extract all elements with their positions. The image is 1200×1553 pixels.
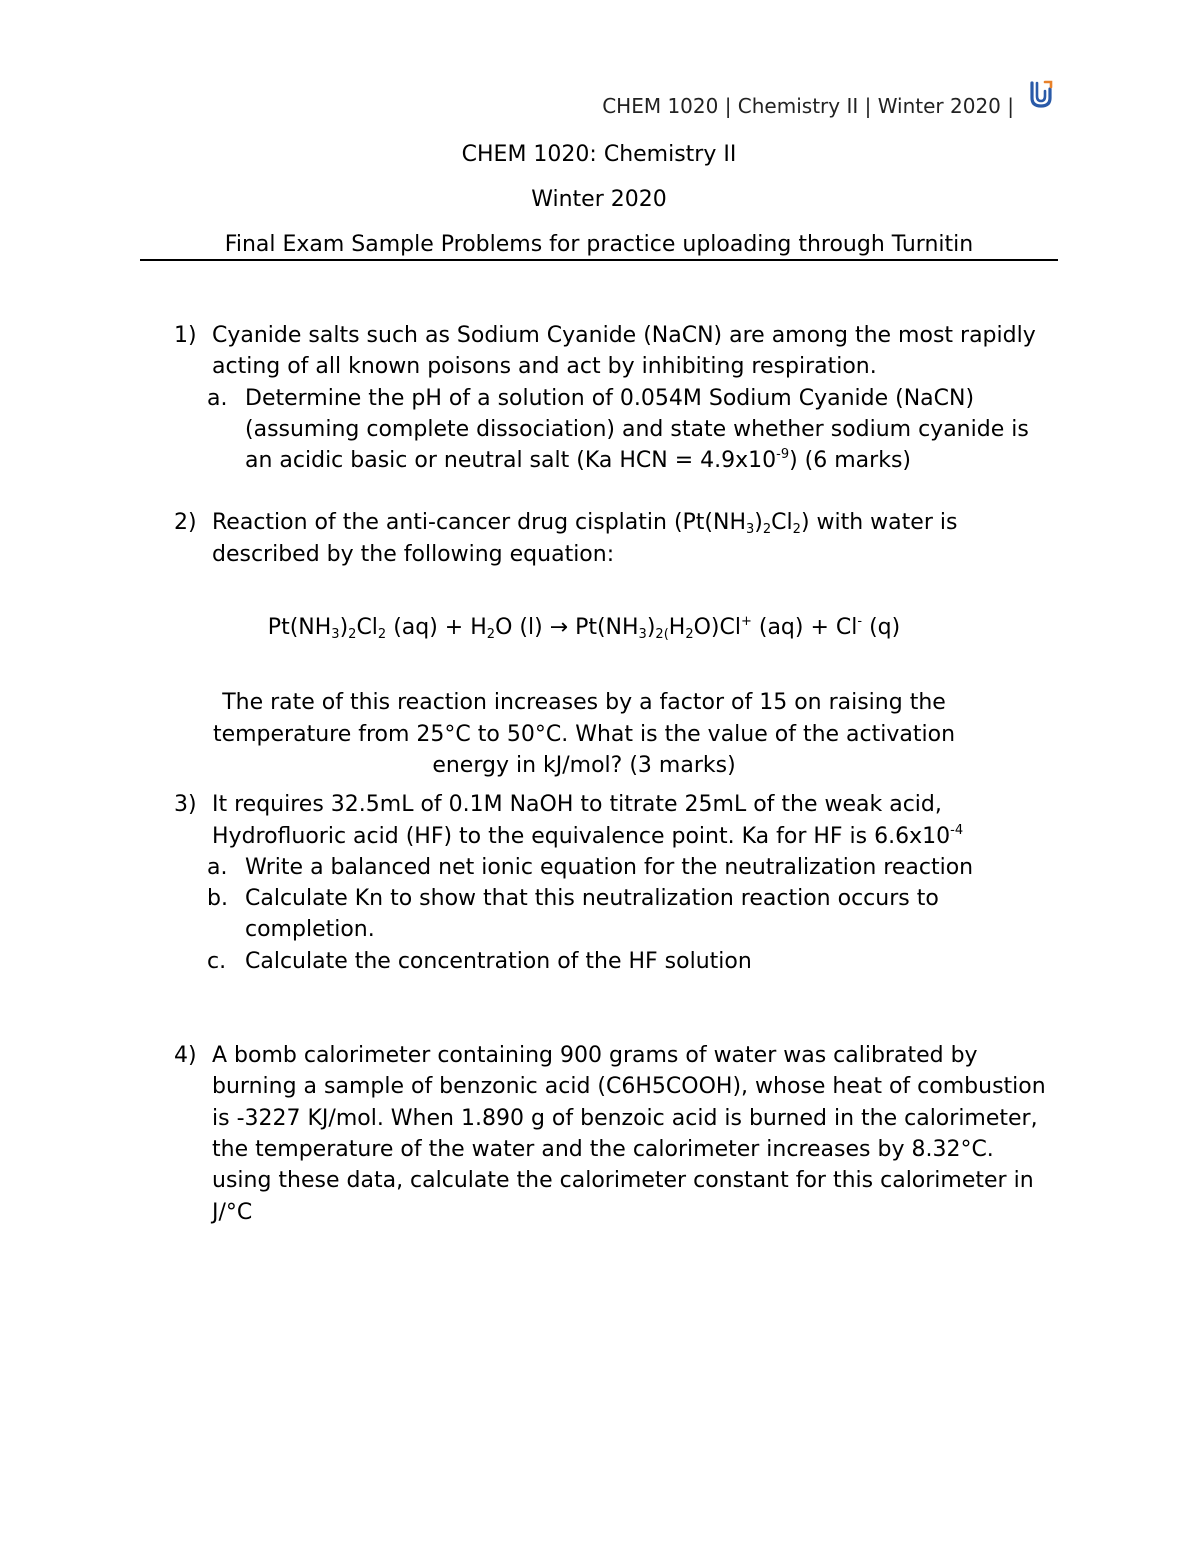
eq-segment: ) (339, 615, 349, 641)
part-letter: c. (207, 948, 227, 974)
question-number: 4) (174, 1043, 197, 1069)
question-2 (174, 507, 1054, 570)
title-block (140, 140, 1058, 260)
text-segment: Cl (771, 510, 793, 536)
part-text (245, 383, 1054, 477)
part-text: Calculate the concentration of the HF solution (245, 948, 752, 974)
question-3-part-c (207, 946, 1054, 977)
part-text: Write a balanced net ionic equation for the neutralization reaction (245, 854, 974, 880)
eq-superscript: + (740, 614, 752, 630)
question-2-follow-up: The rate of this reaction increases by a factor of 15 on raising the temperature from 25°C to 50°C. What is the value of the activation energy in kJ/mol? (3 marks) (212, 690, 956, 778)
part-letter: a. (207, 854, 228, 880)
eq-segment: ) (646, 615, 656, 641)
eq-segment: O (l) → Pt(NH (495, 615, 639, 641)
text-segment: It requires 32.5mL of 0.1M NaOH to titrate 25mL of the weak acid, Hydrofluoric acid (HF) to the equivalence point. Ka for HF is 6.6x10 (212, 792, 951, 849)
subscript: 2 (762, 522, 772, 538)
eq-segment: (aq) + H (386, 615, 487, 641)
university-logo-icon (1028, 80, 1054, 108)
text-segment: ) with water is described by the following equation: (212, 510, 958, 567)
spacer (174, 476, 1054, 507)
eq-segment: Cl (356, 615, 378, 641)
eq-subscript: 2( (655, 627, 669, 643)
text-segment: Reaction of the anti-cancer drug cisplatin (Pt(NH (212, 510, 747, 536)
question-text (212, 789, 1054, 852)
part-text-main: Determine the pH of a solution of 0.054M Sodium Cyanide (NaCN) (assuming complete dissociation) and state whether sodium cyanide is an acidic basic or neutral salt (Ka HCN = 4.9x10 (245, 385, 1029, 474)
subscript: 3 (746, 522, 755, 538)
term-title: Winter 2020 (531, 187, 667, 212)
eq-subscript: 3 (331, 627, 340, 643)
eq-segment: O)Cl (693, 615, 741, 641)
question-3-part-a (207, 852, 1054, 883)
question-text: A bomb calorimeter containing 900 grams of water was calibrated by burning a sample of benzonic acid (C6H5COOH), whose heat of combustion is -3227 KJ/mol. When 1.890 g of benzoic acid is burned in the calorimeter, the temperature of the water and the calorimeter increases by 8.32°C. using these data, calculate the calorimeter constant for this calorimeter in J/°C (212, 1043, 1046, 1225)
eq-segment: H (668, 615, 686, 641)
eq-subscript: 3 (638, 627, 647, 643)
course-title: CHEM 1020: Chemistry II (461, 142, 737, 167)
exponent: -4 (950, 822, 964, 838)
questions-list (174, 320, 1054, 1228)
eq-segment: Pt(NH (267, 615, 332, 641)
question-4 (174, 1040, 1054, 1228)
question-number: 1) (174, 323, 197, 348)
question-text: Cyanide salts such as Sodium Cyanide (NaCN) are among the most rapidly acting of all known poisons and act by inhibiting respiration. (212, 323, 1036, 380)
reaction-equation (174, 612, 1054, 643)
running-header: CHEM 1020 | Chemistry II | Winter 2020 | (602, 94, 1014, 118)
question-number: 3) (174, 792, 197, 818)
question-number: 2) (174, 510, 197, 536)
subscript: 2 (792, 522, 801, 538)
question-3 (174, 789, 1054, 852)
text-segment: ) (754, 510, 763, 536)
exponent: -9 (776, 447, 790, 463)
eq-subscript: 2 (685, 627, 694, 643)
title-divider (140, 259, 1058, 261)
part-text-tail: ) (6 marks) (789, 448, 911, 474)
eq-segment: (aq) + Cl (751, 615, 858, 641)
part-letter: b. (207, 886, 228, 912)
question-3-part-b (207, 883, 1054, 946)
eq-subscript: 2 (486, 627, 496, 643)
eq-subscript: 2 (377, 627, 387, 643)
eq-subscript: 2 (348, 627, 357, 643)
eq-superscript: - (857, 614, 863, 630)
document-subtitle: Final Exam Sample Problems for practice uploading through Turnitin (224, 232, 974, 257)
spacer (174, 977, 1054, 1040)
part-letter: a. (207, 385, 228, 411)
question-text (212, 507, 1054, 570)
question-1-part-a (207, 383, 1054, 477)
eq-segment: (q) (862, 615, 901, 641)
question-1 (174, 320, 1054, 383)
part-text: Calculate Kn to show that this neutralization reaction occurs to completion. (245, 886, 939, 943)
